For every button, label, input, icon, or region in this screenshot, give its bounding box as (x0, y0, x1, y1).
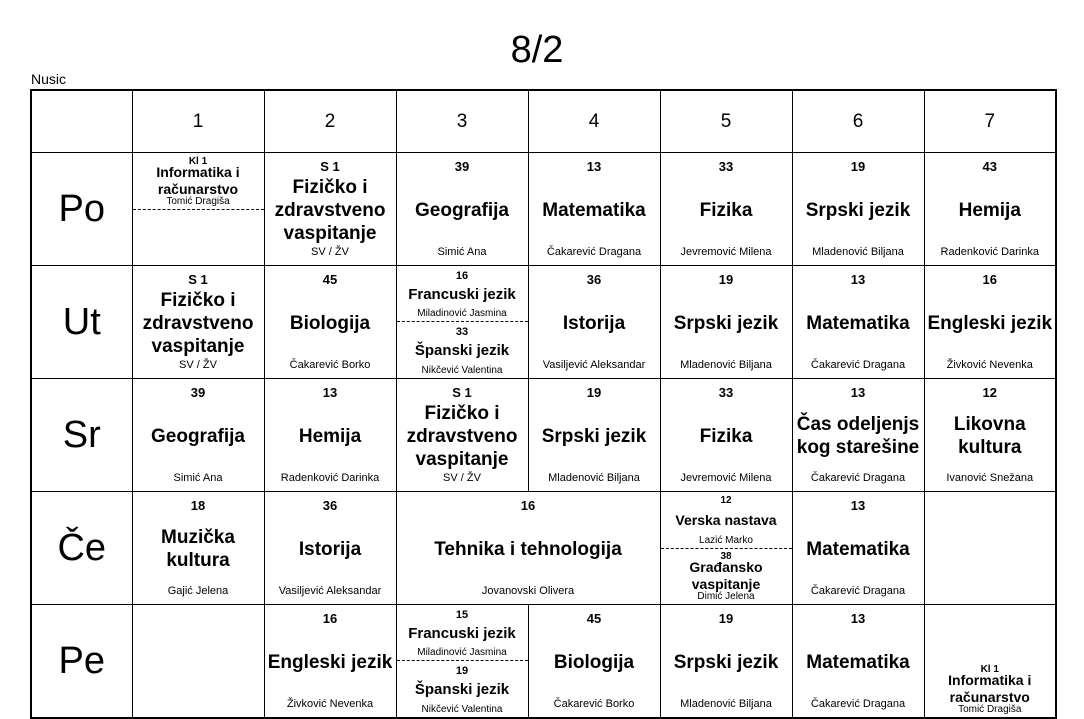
teacher-name: Radenković Darinka (940, 246, 1039, 258)
lesson-cell (660, 605, 792, 719)
subject-name: Biologija (553, 651, 635, 673)
lesson-cell (264, 492, 396, 605)
lesson-cell (660, 492, 792, 605)
room-number: 19 (718, 611, 734, 626)
room-number: S 1 (452, 385, 472, 400)
lesson-cell (924, 379, 1056, 492)
subject-name: Verska nastava (675, 511, 777, 528)
lesson (265, 379, 396, 491)
subject-name: Likovna kultura (953, 414, 1026, 458)
lesson-group-a (397, 605, 528, 661)
lesson (397, 492, 660, 604)
lesson (397, 153, 528, 265)
subject-name: Geografija (415, 199, 509, 221)
teacher-name: Vasiljević Aleksandar (542, 359, 646, 371)
lesson-cell (264, 605, 396, 719)
subject-name: Matematika (542, 199, 646, 221)
period-number: 4 (528, 90, 660, 153)
lesson (397, 379, 528, 491)
lesson-cell (660, 153, 792, 266)
room-number: 19 (586, 385, 602, 400)
lesson-cell (528, 153, 660, 266)
room-number: 16 (520, 498, 536, 513)
corner-cell (31, 90, 132, 153)
lesson (661, 379, 792, 491)
teacher-name: SV / ŽV (311, 246, 349, 258)
lesson (133, 266, 264, 378)
subject-name: Srpski jezik (541, 425, 647, 447)
lesson (133, 379, 264, 491)
subject-name: Istorija (298, 538, 362, 560)
period-number: 5 (660, 90, 792, 153)
page-title: 8/2 (510, 29, 564, 71)
teacher-name: Tomić Dragiša (958, 704, 1022, 715)
lesson (265, 492, 396, 604)
room-number: 13 (586, 159, 602, 174)
lesson-group-b (397, 661, 528, 717)
day-row (31, 492, 1056, 605)
room-number: 33 (718, 385, 734, 400)
subject-name: Engleski jezik (927, 312, 1053, 334)
teacher-name: Živković Nevenka (946, 359, 1033, 371)
lesson (925, 379, 1056, 491)
day-name: Pe (31, 605, 132, 719)
lesson-cell (660, 379, 792, 492)
day-name: Sr (31, 379, 132, 492)
lesson (661, 605, 792, 717)
teacher-name: Čakarević Dragana (810, 585, 906, 597)
lesson (661, 266, 792, 378)
subject-name: Srpski jezik (673, 651, 779, 673)
room-number: 13 (322, 385, 338, 400)
lesson-cell (528, 266, 660, 379)
lesson (661, 153, 792, 265)
teacher-name: Živković Nevenka (286, 698, 374, 710)
lesson-cell (924, 605, 1056, 719)
teacher-name: SV / ŽV (443, 472, 481, 484)
subject-name: Francuski jezik (408, 285, 516, 303)
lesson (529, 379, 660, 491)
room-number: 13 (850, 498, 866, 513)
subject-name: Matematika (806, 651, 910, 673)
subject-name: Srpski jezik (673, 312, 779, 334)
day-row (31, 266, 1056, 379)
room-number: 12 (982, 385, 997, 400)
lesson-cell (660, 266, 792, 379)
room-number: 15 (455, 609, 469, 621)
room-number: 13 (850, 272, 866, 287)
day-row (31, 153, 1056, 266)
subject-name: Hemija (298, 425, 362, 447)
room-number: 16 (982, 272, 997, 287)
lesson-cell (396, 492, 660, 605)
teacher-name: Dimić Jelena (697, 591, 755, 602)
subject-name: Matematika (806, 312, 910, 334)
room-number: 43 (982, 159, 997, 174)
lesson-cell (792, 266, 924, 379)
empty-cell (132, 605, 264, 719)
lesson (925, 266, 1056, 378)
subject-name: Geografija (151, 425, 245, 447)
teacher-name: Simić Ana (437, 246, 487, 258)
room-number: 19 (718, 272, 734, 287)
lesson-cell (132, 266, 264, 379)
subject-name: Građansko vaspitanje (689, 559, 763, 592)
room-number: 39 (454, 159, 470, 174)
teacher-name: Miladinović Jasmina (417, 308, 507, 319)
lesson (265, 153, 396, 265)
lesson-cell (528, 379, 660, 492)
lesson-half-top (133, 153, 264, 210)
teacher-name: Čakarević Dragana (810, 472, 906, 484)
lesson (925, 153, 1056, 265)
empty-cell (924, 492, 1056, 605)
room-number: 13 (850, 385, 866, 400)
room-number: 18 (190, 498, 206, 513)
subject-name: Srpski jezik (805, 199, 911, 221)
lesson-cell (396, 153, 528, 266)
room-number: 45 (586, 611, 602, 626)
teacher-name: Vasiljević Aleksandar (278, 585, 382, 597)
subject-name: Francuski jezik (408, 624, 516, 642)
teacher-name: Nikčević Valentina (421, 365, 503, 376)
period-header-row (31, 90, 1056, 153)
day-row (31, 605, 1056, 719)
room-number: 16 (455, 270, 469, 282)
subject-name: Informatika i računarstvo (156, 164, 240, 197)
lesson-cell (396, 605, 528, 719)
lesson (529, 153, 660, 265)
lesson (793, 266, 924, 378)
lesson-cell (792, 492, 924, 605)
teacher-name: Radenković Darinka (280, 472, 380, 484)
lesson-cell (396, 379, 528, 492)
lesson-cell (792, 605, 924, 719)
teacher-name: Jevremović Milena (680, 472, 772, 484)
day-row (31, 379, 1056, 492)
lesson-half-bottom (925, 661, 1056, 717)
lesson-cell (792, 379, 924, 492)
subject-name: Istorija (562, 312, 626, 334)
subject-name: Muzička kultura (161, 527, 235, 571)
day-name: Ut (31, 266, 132, 379)
teacher-name: Tomić Dragiša (166, 196, 230, 207)
room-number: 36 (322, 498, 338, 513)
room-number: 33 (718, 159, 734, 174)
teacher-name: Mladenović Biljana (680, 698, 772, 710)
timetable (30, 89, 1057, 719)
subject-name: Engleski jezik (267, 651, 393, 673)
subject-name: Fizičko i zdravstveno vaspitanje (142, 289, 254, 357)
room-number: 12 (720, 495, 732, 506)
subject-name: Španski jezik (414, 681, 510, 698)
lesson (793, 492, 924, 604)
room-number: 19 (455, 665, 469, 677)
teacher-name: Jovanovski Olivera (481, 585, 575, 597)
lesson-cell (132, 492, 264, 605)
room-number: S 1 (188, 272, 208, 287)
teacher-name: Mladenović Biljana (680, 359, 772, 371)
teacher-name: Čakarević Dragana (810, 359, 906, 371)
room-number: 45 (322, 272, 338, 287)
lesson-group-b (661, 548, 792, 604)
subject-name: Informatika i računarstvo (948, 672, 1032, 705)
teacher-name: Nikčević Valentina (421, 704, 503, 715)
room-number: 36 (586, 272, 602, 287)
subject-name: Španski jezik (414, 342, 510, 359)
lesson (133, 492, 264, 604)
subject-name: Fizika (699, 199, 753, 221)
period-number: 3 (396, 90, 528, 153)
teacher-name: Jevremović Milena (680, 246, 772, 258)
room-number: 13 (850, 611, 866, 626)
lesson-cell (924, 153, 1056, 266)
day-name: Če (31, 492, 132, 605)
room-number: 19 (850, 159, 866, 174)
subject-name: Biologija (289, 312, 371, 334)
lesson (529, 605, 660, 717)
subject-name: Hemija (958, 199, 1021, 221)
lesson-cell (264, 153, 396, 266)
room-number: S 1 (320, 159, 340, 174)
subject-name: Fizičko i zdravstveno vaspitanje (274, 176, 386, 244)
teacher-name: Ivanović Snežana (946, 472, 1034, 484)
lesson (793, 379, 924, 491)
lesson-cell (264, 379, 396, 492)
teacher-name: Lazić Marko (699, 535, 753, 546)
lesson-cell (924, 266, 1056, 379)
subject-name: Čas odeljenjs kog starešine (796, 414, 920, 458)
subject-name: Fizičko i zdravstveno vaspitanje (406, 402, 518, 470)
teacher-name: Miladinović Jasmina (417, 647, 507, 658)
subject-name: Matematika (806, 538, 910, 560)
school-name: Nusic (31, 71, 67, 87)
period-number: 2 (264, 90, 396, 153)
lesson-cell (132, 379, 264, 492)
lesson (529, 266, 660, 378)
teacher-name: SV / ŽV (179, 359, 217, 371)
teacher-name: Mladenović Biljana (812, 246, 904, 258)
lesson-group-b (397, 322, 528, 378)
lesson (265, 605, 396, 717)
lesson-cell (792, 153, 924, 266)
subject-name: Tehnika i tehnologija (434, 538, 622, 560)
room-number: Kl 1 (980, 664, 999, 675)
day-name: Po (31, 153, 132, 266)
timetable-body (31, 90, 1056, 718)
teacher-name: Čakarević Borko (289, 359, 371, 371)
teacher-name: Čakarević Borko (553, 698, 635, 710)
teacher-name: Čakarević Dragana (546, 246, 642, 258)
room-number: 39 (190, 385, 206, 400)
room-number: 16 (322, 611, 338, 626)
lesson (793, 605, 924, 717)
lesson-group-a (397, 266, 528, 322)
lesson-cell (264, 266, 396, 379)
room-number: 38 (720, 551, 732, 562)
lesson-cell (132, 153, 264, 266)
lesson (265, 266, 396, 378)
teacher-name: Simić Ana (173, 472, 223, 484)
teacher-name: Gajić Jelena (167, 585, 229, 597)
room-number: Kl 1 (188, 156, 208, 167)
room-number: 33 (455, 326, 469, 338)
lesson-cell (396, 266, 528, 379)
lesson-group-a (661, 492, 792, 549)
lesson-cell (528, 605, 660, 719)
lesson (793, 153, 924, 265)
teacher-name: Čakarević Dragana (810, 698, 906, 710)
teacher-name: Mladenović Biljana (548, 472, 640, 484)
period-number: 1 (132, 90, 264, 153)
period-number: 6 (792, 90, 924, 153)
subject-name: Fizika (699, 425, 753, 447)
period-number: 7 (924, 90, 1056, 153)
